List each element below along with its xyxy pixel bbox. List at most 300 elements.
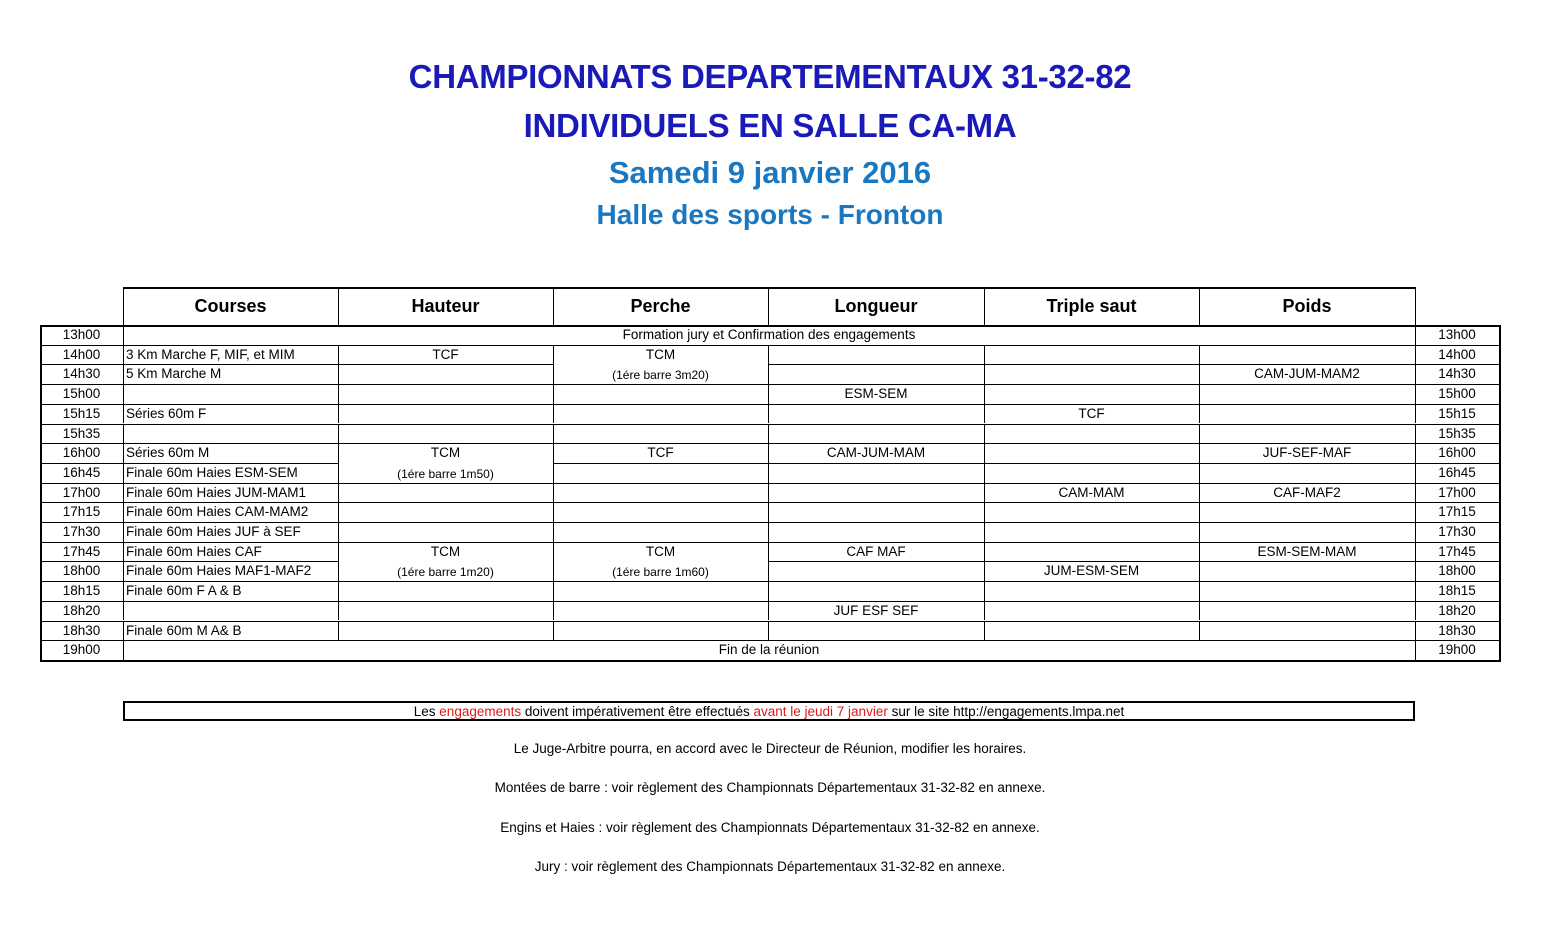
col-separator: [984, 522, 985, 542]
row-separator: [123, 364, 338, 365]
row-separator: [768, 621, 984, 622]
col-separator: [1199, 483, 1200, 503]
note-engins-et-haies: Engins et Haies : voir règlement des Championnats Départementaux 31-32-82 en annexe.: [500, 820, 1040, 835]
cell-courses: Finale 60m Haies CAF: [126, 543, 262, 559]
column-header-triple-saut: Triple saut: [1046, 296, 1137, 316]
row-separator: [338, 364, 553, 365]
cell-perche: (1ére barre 3m20): [612, 368, 709, 383]
col-separator: [768, 522, 769, 542]
col-separator: [1199, 522, 1200, 542]
column-header-longueur: Longueur: [834, 296, 918, 316]
col-separator: [984, 424, 985, 444]
row-separator: [553, 621, 768, 622]
row-separator: [40, 522, 123, 523]
col-separator: [1415, 601, 1416, 621]
col-separator: [1199, 364, 1200, 384]
body-top-border: [40, 325, 1500, 327]
row-separator: [984, 424, 1199, 425]
column-header-poids: Poids: [1282, 296, 1332, 316]
col-separator: [1199, 424, 1200, 444]
col-separator: [338, 345, 339, 365]
col-separator: [1199, 384, 1200, 404]
row-time-left: 14h00: [62, 346, 101, 362]
cell-perche: TCM: [645, 543, 676, 559]
cell-longueur: ESM-SEM: [844, 386, 908, 402]
row-separator: [338, 581, 553, 582]
row-separator: [123, 345, 338, 346]
row-separator: [1415, 502, 1499, 503]
col-separator: [338, 522, 339, 542]
row-separator: [40, 483, 123, 484]
row-separator: [1199, 522, 1415, 523]
row-separator: [40, 443, 123, 444]
cell-courses: Séries 60m M: [126, 445, 210, 461]
row-time-right: 14h00: [1438, 346, 1476, 362]
row-separator: [338, 404, 553, 405]
header-divider: [768, 287, 769, 325]
row-time-right: 15h00: [1438, 386, 1476, 402]
col-separator: [1199, 581, 1200, 601]
header-divider: [984, 287, 985, 325]
body-bottom-border: [40, 660, 1500, 662]
row-time-left: 17h15: [62, 504, 101, 520]
row-separator: [1199, 384, 1415, 385]
col-separator: [338, 404, 339, 424]
notice-link-text: sur le site http://engagements.lmpa.net: [887, 704, 1125, 719]
col-separator: [984, 581, 985, 601]
col-separator: [984, 542, 985, 562]
row-separator: [553, 542, 768, 543]
row-separator: [40, 463, 123, 464]
row-separator: [123, 463, 338, 464]
col-separator: [123, 542, 124, 562]
notice-highlight-engagements: engagements: [439, 704, 522, 719]
row-separator: [1415, 424, 1499, 425]
row-time-left: 18h30: [62, 622, 101, 638]
row-time-left: 15h00: [62, 386, 101, 402]
row-separator: [553, 424, 768, 425]
row-separator: [768, 522, 984, 523]
col-separator: [984, 601, 985, 621]
cell-hauteur: (1ére barre 1m20): [397, 565, 494, 580]
col-separator: [338, 384, 339, 404]
row-separator: [984, 621, 1199, 622]
row-time-left: 17h00: [62, 484, 101, 500]
row-time-right: 18h20: [1438, 602, 1476, 618]
col-separator: [553, 384, 554, 404]
row-separator: [1415, 463, 1499, 464]
row-span-text: Formation jury et Confirmation des engagements: [622, 327, 916, 342]
cell-courses: Finale 60m Haies JUM-MAM1: [126, 484, 307, 500]
row-separator: [40, 542, 123, 543]
col-separator: [553, 364, 554, 384]
col-separator: [553, 483, 554, 503]
col-separator: [338, 502, 339, 522]
row-time-left: 18h20: [62, 602, 101, 618]
row-time-right: 17h00: [1438, 484, 1476, 500]
row-separator: [984, 640, 1199, 641]
col-separator: [123, 601, 124, 621]
row-separator: [123, 581, 338, 582]
col-separator: [768, 424, 769, 444]
row-separator: [123, 404, 338, 405]
row-time-left: 18h15: [62, 583, 101, 599]
row-separator: [40, 404, 123, 405]
col-separator: [768, 581, 769, 601]
row-separator: [768, 542, 984, 543]
row-separator: [553, 601, 768, 602]
row-separator: [1415, 561, 1499, 562]
row-separator: [553, 522, 768, 523]
row-separator: [768, 483, 984, 484]
row-separator: [553, 384, 768, 385]
column-header-hauteur: Hauteur: [411, 296, 480, 316]
col-separator: [553, 424, 554, 444]
cell-hauteur: (1ére barre 1m50): [397, 466, 494, 481]
col-separator: [768, 502, 769, 522]
row-separator: [123, 542, 338, 543]
cell-triple: CAM-MAM: [1058, 484, 1125, 500]
cell-perche: (1ére barre 1m60): [612, 565, 709, 580]
col-separator: [123, 522, 124, 542]
row-separator: [768, 601, 984, 602]
row-separator: [768, 640, 984, 641]
row-time-right: 13h00: [1438, 327, 1476, 342]
row-separator: [1415, 542, 1499, 543]
title-line-1: CHAMPIONNATS DEPARTEMENTAUX 31-32-82: [408, 58, 1132, 95]
body-left-border: [40, 325, 42, 660]
row-separator: [984, 463, 1199, 464]
row-separator: [1415, 621, 1499, 622]
col-separator: [1415, 581, 1416, 601]
row-separator: [984, 443, 1199, 444]
row-separator: [123, 601, 338, 602]
row-time-left: 17h45: [62, 543, 101, 559]
col-separator: [338, 483, 339, 503]
cell-courses: Finale 60m Haies CAM-MAM2: [126, 504, 309, 520]
col-separator: [123, 502, 124, 522]
row-separator: [123, 483, 338, 484]
cell-courses: Finale 60m Haies MAF1-MAF2: [126, 563, 312, 579]
column-header-perche: Perche: [630, 296, 691, 316]
row-separator: [984, 483, 1199, 484]
row-separator: [123, 502, 338, 503]
row-separator: [338, 502, 553, 503]
col-separator: [1415, 561, 1416, 581]
cell-perche: TCM: [645, 346, 676, 362]
col-separator: [338, 424, 339, 444]
col-separator: [338, 463, 339, 483]
row-separator: [1199, 542, 1415, 543]
row-separator: [40, 561, 123, 562]
row-separator: [123, 640, 338, 641]
col-separator: [123, 404, 124, 424]
row-separator: [984, 542, 1199, 543]
col-separator: [338, 443, 339, 463]
row-time-right: 17h15: [1438, 504, 1476, 520]
col-separator: [1415, 483, 1416, 503]
event-date: Samedi 9 janvier 2016: [608, 155, 932, 190]
col-separator: [1199, 621, 1200, 641]
col-separator: [123, 443, 124, 463]
row-separator: [768, 443, 984, 444]
col-separator: [553, 345, 554, 365]
row-time-left: 16h00: [62, 445, 101, 461]
row-separator: [1199, 443, 1415, 444]
row-separator: [338, 542, 553, 543]
row-time-left: 15h35: [62, 425, 101, 441]
col-separator: [338, 621, 339, 641]
row-separator: [768, 364, 984, 365]
col-separator: [1415, 404, 1416, 424]
col-separator: [338, 364, 339, 384]
col-separator: [123, 364, 124, 384]
row-separator: [984, 502, 1199, 503]
row-separator: [123, 522, 338, 523]
row-time-right: 15h15: [1438, 405, 1476, 421]
col-separator: [1415, 424, 1416, 444]
col-separator: [1415, 384, 1416, 404]
row-separator: [40, 601, 123, 602]
col-separator: [553, 621, 554, 641]
col-separator: [1415, 522, 1416, 542]
col-separator: [768, 621, 769, 641]
row-separator: [123, 621, 338, 622]
row-separator: [768, 424, 984, 425]
row-time-left: 17h30: [62, 524, 101, 539]
cell-poids: ESM-SEM-MAM: [1257, 543, 1357, 559]
row-separator: [984, 601, 1199, 602]
row-separator: [553, 463, 768, 464]
col-separator: [1415, 542, 1416, 562]
col-separator: [768, 561, 769, 581]
col-separator: [1415, 621, 1416, 641]
cell-hauteur: TCM: [430, 543, 461, 559]
cell-hauteur: TCF: [432, 346, 459, 362]
cell-longueur: CAM-JUM-MAM: [826, 445, 926, 461]
col-separator: [1415, 443, 1416, 463]
col-separator: [553, 502, 554, 522]
row-separator: [1415, 404, 1499, 405]
col-separator: [984, 404, 985, 424]
note-montees-de-barre: Montées de barre : voir règlement des Championnats Départementaux 31-32-82 en annexe.: [494, 780, 1046, 795]
col-separator: [553, 443, 554, 463]
row-time-right: 18h30: [1438, 622, 1476, 638]
col-separator: [984, 384, 985, 404]
row-span-text: Fin de la réunion: [718, 642, 820, 658]
row-time-right: 15h35: [1438, 425, 1476, 441]
cell-longueur: CAF MAF: [846, 543, 906, 559]
col-separator: [123, 561, 124, 581]
col-separator: [1415, 325, 1416, 345]
col-separator: [768, 463, 769, 483]
col-separator: [553, 463, 554, 483]
col-separator: [553, 581, 554, 601]
row-time-left: 15h15: [62, 405, 101, 421]
col-separator: [1415, 502, 1416, 522]
col-separator: [123, 424, 124, 444]
row-time-right: 19h00: [1438, 642, 1476, 658]
col-separator: [123, 483, 124, 503]
col-separator: [123, 345, 124, 365]
notice-text: Les: [413, 704, 440, 719]
row-separator: [123, 443, 338, 444]
row-time-right: 17h45: [1438, 543, 1476, 559]
registration-notice: [123, 701, 1415, 721]
header-divider: [123, 287, 124, 325]
row-separator: [338, 384, 553, 385]
header-divider: [1199, 287, 1200, 325]
row-separator: [40, 621, 123, 622]
note-horaires: Le Juge-Arbitre pourra, en accord avec le Directeur de Réunion, modifier les horaires.: [513, 741, 1027, 756]
col-separator: [1199, 463, 1200, 483]
notice-text: doivent impérativement être effectués: [521, 704, 754, 719]
event-venue: Halle des sports - Fronton: [596, 199, 944, 230]
row-separator: [1199, 463, 1415, 464]
row-separator: [553, 443, 768, 444]
row-separator: [1415, 443, 1499, 444]
row-time-left: 13h00: [62, 327, 101, 342]
col-separator: [338, 601, 339, 621]
row-separator: [553, 404, 768, 405]
cell-triple: JUM-ESM-SEM: [1043, 563, 1140, 579]
col-separator: [984, 364, 985, 384]
row-separator: [1415, 522, 1499, 523]
row-separator: [40, 345, 123, 346]
col-separator: [768, 542, 769, 562]
col-separator: [984, 463, 985, 483]
col-separator: [768, 345, 769, 365]
row-time-right: 16h45: [1438, 464, 1476, 480]
row-separator: [984, 522, 1199, 523]
col-separator: [768, 404, 769, 424]
row-separator: [984, 581, 1199, 582]
col-separator: [1415, 463, 1416, 483]
row-separator: [123, 424, 338, 425]
cell-poids: CAF-MAF2: [1273, 484, 1341, 500]
cell-perche: TCF: [647, 445, 674, 461]
row-separator: [1199, 502, 1415, 503]
col-separator: [553, 542, 554, 562]
row-separator: [338, 345, 553, 346]
cell-poids: CAM-JUM-MAM2: [1254, 366, 1360, 382]
row-separator: [338, 621, 553, 622]
row-separator: [40, 502, 123, 503]
row-separator: [40, 640, 123, 641]
row-separator: [1415, 364, 1499, 365]
cell-triple: TCF: [1078, 405, 1105, 421]
col-separator: [984, 443, 985, 463]
row-separator: [1199, 404, 1415, 405]
col-separator: [123, 384, 124, 404]
col-separator: [1199, 561, 1200, 581]
col-separator: [984, 483, 985, 503]
row-separator: [40, 384, 123, 385]
row-separator: [1199, 345, 1415, 346]
row-separator: [1199, 621, 1415, 622]
col-separator: [768, 364, 769, 384]
row-separator: [984, 404, 1199, 405]
col-separator: [338, 581, 339, 601]
notice-highlight-deadline: avant le jeudi 7 janvier: [753, 704, 888, 719]
row-separator: [1415, 581, 1499, 582]
row-separator: [1199, 581, 1415, 582]
col-separator: [1199, 345, 1200, 365]
cell-courses: 5 Km Marche M: [126, 366, 222, 382]
row-separator: [553, 581, 768, 582]
col-separator: [768, 384, 769, 404]
row-separator: [984, 364, 1199, 365]
row-time-right: 18h15: [1438, 583, 1476, 599]
col-separator: [123, 325, 124, 345]
row-separator: [1415, 345, 1499, 346]
row-separator: [1199, 561, 1415, 562]
row-separator: [768, 502, 984, 503]
cell-hauteur: TCM: [430, 445, 461, 461]
row-separator: [553, 502, 768, 503]
row-separator: [40, 424, 123, 425]
column-header-courses: Courses: [194, 296, 267, 316]
row-separator: [1415, 601, 1499, 602]
row-separator: [338, 640, 553, 641]
col-separator: [768, 483, 769, 503]
row-separator: [1415, 384, 1499, 385]
header-divider: [1415, 287, 1416, 325]
cell-courses: Finale 60m F A & B: [126, 583, 242, 599]
header-divider: [338, 287, 339, 325]
col-separator: [123, 463, 124, 483]
col-separator: [1199, 443, 1200, 463]
row-separator: [40, 581, 123, 582]
row-time-left: 18h00: [62, 563, 101, 579]
col-separator: [123, 640, 124, 660]
cell-courses: Séries 60m F: [126, 405, 207, 421]
row-separator: [553, 640, 768, 641]
col-separator: [338, 561, 339, 581]
row-separator: [338, 424, 553, 425]
row-separator: [1199, 424, 1415, 425]
col-separator: [768, 601, 769, 621]
row-separator: [123, 561, 338, 562]
col-separator: [1415, 364, 1416, 384]
col-separator: [984, 621, 985, 641]
col-separator: [984, 561, 985, 581]
row-separator: [123, 384, 338, 385]
row-separator: [1415, 640, 1499, 641]
row-separator: [984, 384, 1199, 385]
title-line-2: INDIVIDUELS EN SALLE CA-MA: [523, 107, 1017, 144]
col-separator: [553, 404, 554, 424]
row-separator: [768, 581, 984, 582]
row-separator: [1199, 364, 1415, 365]
note-jury: Jury : voir règlement des Championnats Départementaux 31-32-82 en annexe.: [534, 859, 1006, 874]
col-separator: [553, 561, 554, 581]
row-time-right: 16h00: [1438, 445, 1476, 461]
row-separator: [338, 483, 553, 484]
row-separator: [1199, 601, 1415, 602]
col-separator: [768, 443, 769, 463]
cell-longueur: JUF ESF SEF: [833, 602, 919, 618]
cell-poids: JUF-SEF-MAF: [1262, 445, 1352, 461]
row-time-right: 14h30: [1438, 366, 1476, 382]
row-time-left: 16h45: [62, 464, 101, 480]
row-separator: [338, 601, 553, 602]
col-separator: [553, 601, 554, 621]
row-separator: [553, 345, 768, 346]
col-separator: [1199, 601, 1200, 621]
col-separator: [984, 345, 985, 365]
row-separator: [1415, 483, 1499, 484]
